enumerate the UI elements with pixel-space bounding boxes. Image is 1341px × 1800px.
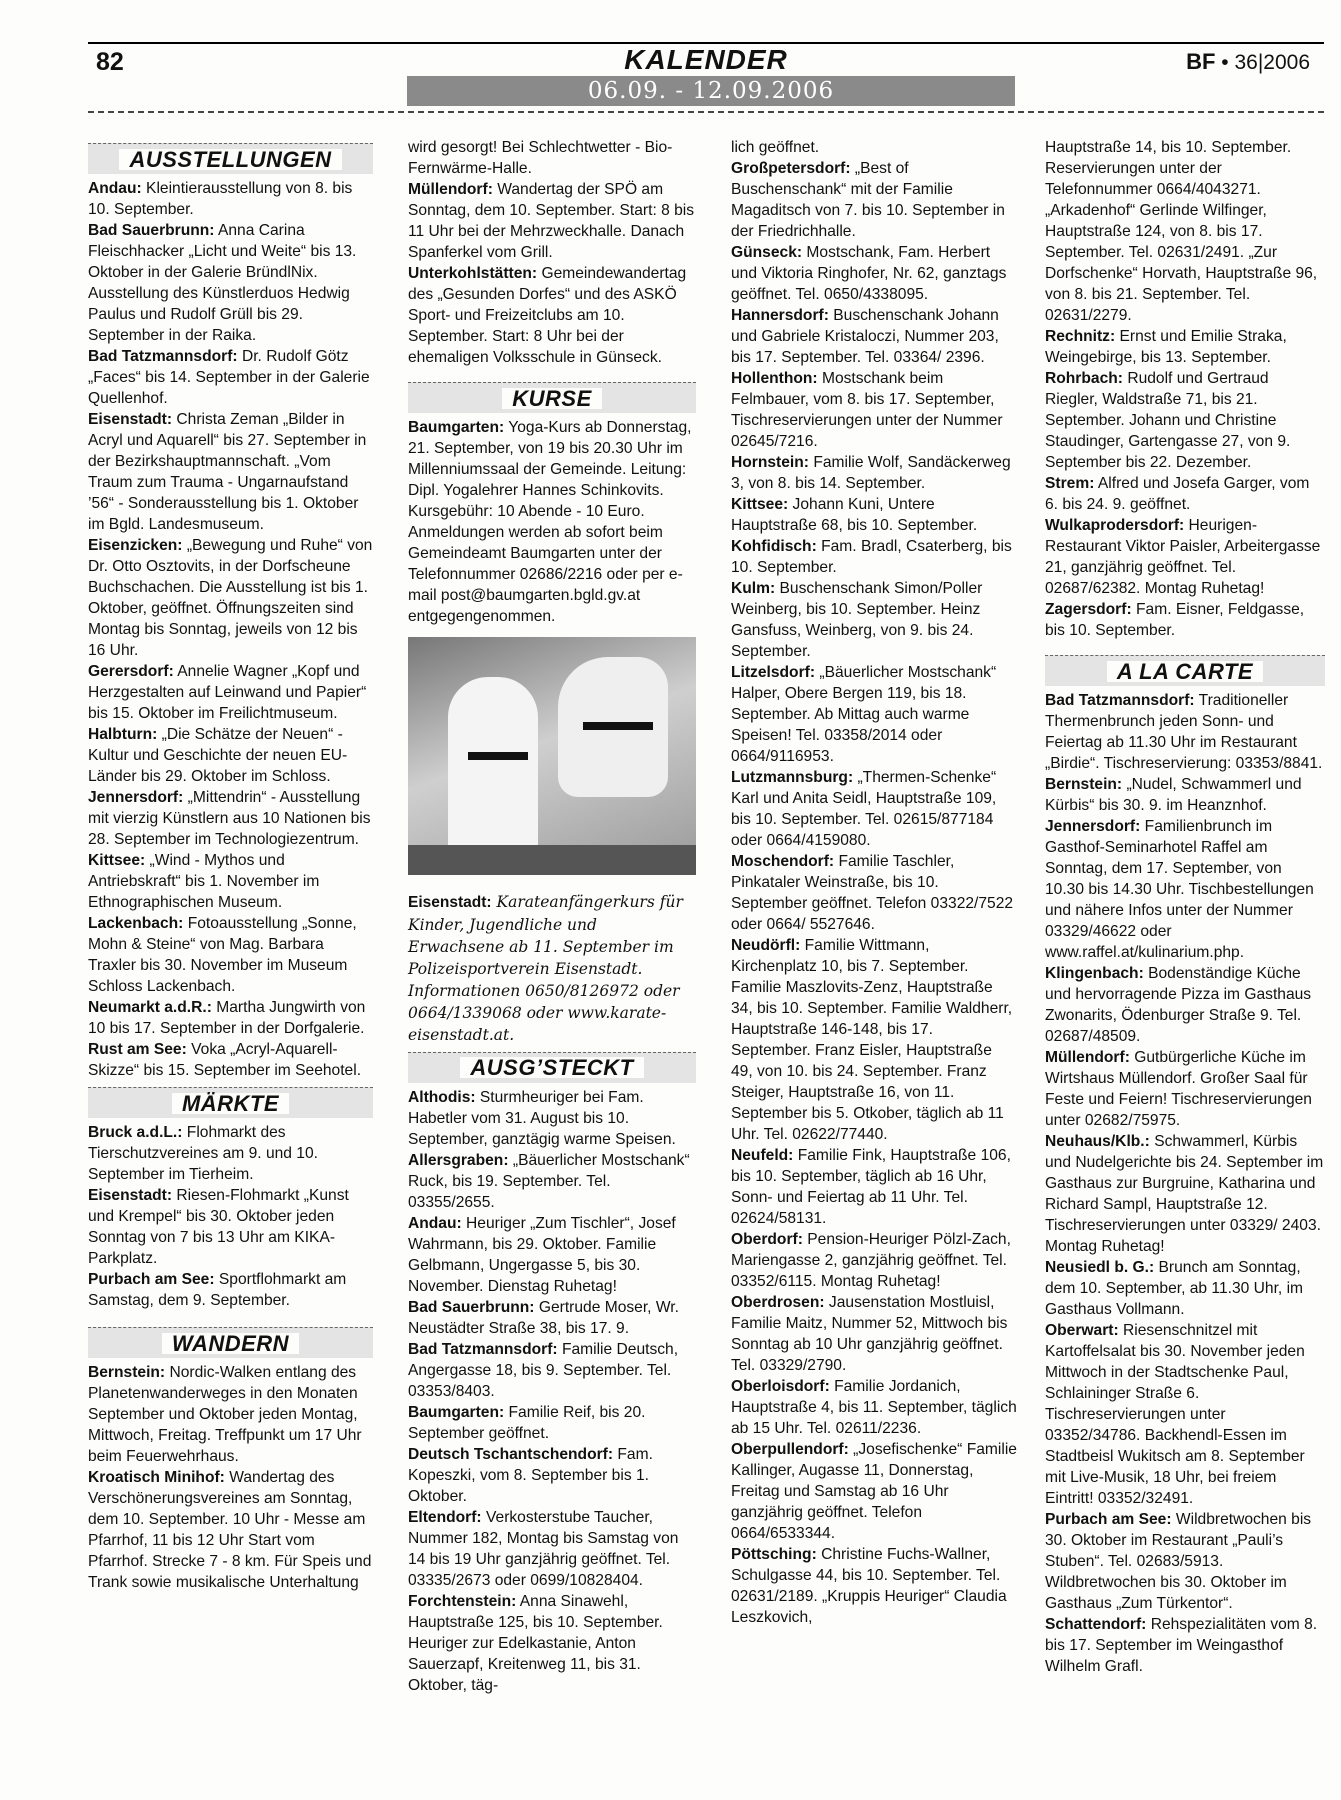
list-item: Litzelsdorf: „Bäuerlicher Mostschank“ Halper, Obere Bergen 119, bis 18. September. Ab Mittag auch warme Speisen! Tel. 03358/2014 oder 0664/9116953. [731,664,997,765]
list-item: Baumgarten: Familie Reif, bis 20. September geöffnet. [408,1403,646,1442]
list-item: Gerersdorf: Annelie Wagner „Kopf und Herzgestalten auf Leinwand und Papier“ bis 15. Oktober im Freilichtmuseum. [88,663,367,722]
list-item: Purbach am See: Wildbretwochen bis 30. Oktober im Restaurant „Pauli’s Stuben“. Tel. 02683/5913. Wildbretwochen bis 30. Oktober im Gasthaus „Zum Türkentor“. [1045,1511,1312,1612]
column-1 [88,137,373,1593]
list-item: Neusiedl b. G.: Brunch am Sonntag, dem 10. September, ab 11.30 Uhr, im Gasthaus Vollmann. [1045,1259,1304,1318]
list-item: Halbturn: „Die Schätze der Neuen“ - Kultur und Geschichte der neuen EU-Länder bis 29. Oktober im Schloss. [88,726,348,785]
list-item: Müllendorf: Gutbürgerliche Küche im Wirtshaus Müllendorf. Großer Saal für Feste und Feiern! Tischreservierungen unter 02682/75975. [1045,1049,1312,1129]
list-item: Günseck: Mostschank, Fam. Herbert und Viktoria Ringhofer, Nr. 62, ganztags geöffnet. Tel. 0650/4338095. [731,244,1007,303]
list-item: wird gesorgt! Bei Schlechtwetter - Bio-Fernwärme-Halle. [408,139,673,177]
list-item: Neumarkt a.d.R.: Martha Jungwirth von 10 bis 17. September in der Dorfgalerie. [88,999,366,1037]
section-maerkte: MÄRKTE [88,1087,373,1118]
list-item: Purbach am See: Sportflohmarkt am Samstag, dem 9. September. [88,1271,347,1309]
list-item: Neudörfl: Familie Wittmann, Kirchenplatz 10, bis 7. September. Familie Maszlovits-Zenz, Hauptstraße 34, bis 10. September. Familie Waldherr, Hauptstraße 146-148, bis 17. September. Franz Eisler, Hauptstraße 49, von 10. bis 24. September. Franz Steiger, Hauptstraße 16, von 11. September bis 5. Otkober, täglich ab 11 Uhr. Tel. 02622/77440. [731,937,1013,1143]
column-2 [408,137,696,1696]
date-range: 06.09. - 12.09.2006 [407,76,1015,106]
list-item: Bernstein: Nordic-Walken entlang des Planetenwanderweges in den Monaten September und Oktober jeden Montag, Mittwoch, Freitag. Treffpunkt um 17 Uhr beim Feuerwehrhaus. [88,1364,362,1465]
section-wandern: WANDERN [88,1327,373,1358]
list-item: Unterkohlstätten: Gemeindewandertag des „Gesunden Dorfes“ und des ASKÖ Sport- und Freizeitclubs am 10. September. Start: 8 Uhr bei der ehemaligen Volksschule in Günseck. [408,265,687,366]
list-item: Eisenzicken: „Bewegung und Ruhe“ von Dr. Otto Osztovits, in der Dorfscheune Buchschachen. Die Ausstellung ist bis 1. Oktober, geöffnet. Öffnungszeiten sind Montag bis Sonntag, jeweils von 12 bis 16 Uhr. [88,537,373,659]
list-item: Oberwart: Riesenschnitzel mit Kartoffelsalat bis 30. November jeden Mittwoch in der Stadtschenke Paul, Schlaininger Straße 6. Tischreservierungen unter 03352/34786. Backhendl-Essen im Stadtbeisl Wukitsch am 8. September mit Live-Musik, 18 Uhr, bei freiem Eintritt! 03352/32491. [1045,1322,1305,1507]
column-3 [731,137,1017,1628]
list-item: Forchtenstein: Anna Sinawehl, Hauptstraße 125, bis 10. September. Heuriger zur Edelkastanie, Anton Sauerzapf, Kreitenweg 11, bis 31. Oktober, täg- [408,1592,663,1694]
list-item: Pöttsching: Christine Fuchs-Wallner, Schulgasse 44, bis 10. September. Tel. 02631/2189. „Kruppis Heuriger“ Claudia Leszkovich, [731,1546,1007,1626]
list-item: Hannersdorf: Buschenschank Johann und Gabriele Kristaloczi, Nummer 203, bis 17. September. Tel. 03364/ 2396. [731,307,999,366]
list-item: Rust am See: Voka „Acryl-Aquarell-Skizze“ bis 15. September im Seehotel. [88,1041,362,1079]
section-kurse: KURSE [408,382,696,413]
page-number: 82 [96,48,124,76]
list-item: Lutzmannsburg: „Thermen-Schenke“ Karl und Anita Seidl, Hauptstraße 109, bis 10. September. Tel. 02615/877184 oder 0664/4159080. [731,769,997,849]
list-item: Müllendorf: Wandertag der SPÖ am Sonntag, dem 10. September. Start: 8 bis 11 Uhr bei der Mehrzweckhalle. Danach Spanferkel vom Grill. [408,181,695,261]
list-item: Oberloisdorf: Familie Jordanich, Hauptstraße 4, bis 11. September, täglich ab 15 Uhr. Tel. 02611/2236. [731,1378,1017,1437]
page-header [88,42,1324,78]
list-item: Bad Tatzmannsdorf: Familie Deutsch, Angergasse 18, bis 9. September. Tel. 03353/8403. [408,1340,679,1400]
list-item: Oberdrosen: Jausenstation Mostluisl, Familie Maitz, Nummer 52, Mittwoch bis Sonntag ab 10 Uhr ganzjährig geöffnet. Tel. 03329/2790. [731,1294,1008,1374]
list-item: Bad Sauerbrunn: Gertrude Moser, Wr. Neustädter Straße 38, bis 17. 9. [408,1298,679,1337]
list-item: Jennersdorf: Familienbrunch im Gasthof-Seminarhotel Raffel am Sonntag, dem 17. September, von 10.30 bis 14.30 Uhr. Tischbestellungen und nähere Infos unter der Nummer 03329/46622 oder www.raffel.at/kulinarium.php. [1045,818,1314,961]
page-title: KALENDER [624,44,788,75]
list-item: Oberdorf: Pension-Heuriger Pölzl-Zach, Mariengasse 2, ganzjährig geöffnet. Tel. 03352/6115. Montag Ruhetag! [731,1231,1011,1290]
photo-caption: Eisenstadt: Karateanfängerkurs für Kinder, Jugendliche und Erwachsene ab 11. September im Polizeisportverein Eisenstadt. Informationen 0650/8126972 oder 0664/1339068 oder www.karate-eisenstadt.at. [408,892,683,1044]
brand: BF [1186,49,1216,74]
list-item: Moschendorf: Familie Taschler, Pinkataler Weinstraße, bis 10. September geöffnet. Telefon 03322/7522 oder 0664/ 5527646. [731,853,1014,933]
section-a-la-carte: A LA CARTE [1045,655,1325,686]
list-item: Eltendorf: Verkosterstube Taucher, Nummer 182, Montag bis Samstag von 14 bis 19 Uhr ganzjährig geöffnet. Tel. 03335/2673 oder 0699/10828404. [408,1508,679,1589]
section-ausstellungen: AUSSTELLUNGEN [88,143,373,174]
list-item: Neufeld: Familie Fink, Hauptstraße 106, bis 10. September, täglich ab 16 Uhr, Sonn- und Feiertag ab 11 Uhr. Tel. 02624/58131. [731,1147,1011,1227]
karate-photo [408,637,696,875]
list-item: Kroatisch Minihof: Wandertag des Verschönerungsvereines am Sonntag, dem 10. September. 10 Uhr - Messe am Pfarrhof, 11 bis 12 Uhr Start vom Pfarrhof. Strecke 7 - 8 km. Für Speis und Trank sowie musikalische Unterhaltung [88,1469,372,1591]
list-item: Hauptstraße 14, bis 10. September. Reservierungen unter der Telefonnummer 0664/4043271. „Arkadenhof“ Gerlinde Wilfinger, Hauptstraße 124, von 8. bis 17. September. Tel. 02631/2491. „Zur Dorfschenke“ Horvath, Hauptstraße 96, von 8. bis 21. September. Tel. 02631/2279. [1045,139,1318,324]
list-item: Allersgraben: „Bäuerlicher Mostschank“ Ruck, bis 19. September. Tel. 03355/2655. [408,1151,690,1211]
list-item: Bruck a.d.L.: Flohmarkt des Tierschutzvereines am 9. und 10. September im Tierheim. [88,1124,318,1183]
list-item: Deutsch Tschantschendorf: Fam. Kopeszki, vom 8. September bis 1. Oktober. [408,1445,653,1505]
list-item: Zagersdorf: Fam. Eisner, Feldgasse, bis 10. September. [1045,601,1305,639]
list-item: Schattendorf: Rehspezialitäten vom 8. bis 17. September im Weingasthof Wilhelm Grafl. [1045,1616,1318,1675]
list-item: Kittsee: Johann Kuni, Untere Hauptstraße 68, bis 10. September. [731,496,978,534]
list-item: Neuhaus/Klb.: Schwammerl, Kürbis und Nudelgerichte bis 24. September im Gasthaus zur Burgruine, Katharina und Richard Sampl, Hauptstraße 12. Tischreservierungen unter 03329/ 2403. Montag Ruhetag! [1045,1133,1324,1255]
list-item: Klingenbach: Bodenständige Küche und hervorragende Pizza im Gasthaus Zwonarits, Ödenburger Straße 9. Tel. 02687/48509. [1045,965,1312,1045]
list-item: Bernstein: „Nudel, Schwammerl und Kürbis“ bis 30. 9. im Heanznhof. [1045,776,1302,814]
list-item: Lackenbach: Fotoausstellung „Sonne, Mohn & Steine“ von Mag. Barbara Traxler bis 30. November im Museum Schloss Lackenbach. [88,915,357,995]
list-item: Oberpullendorf: „Josefischenke“ Familie Kallinger, Augasse 11, Donnerstag, Freitag und Samstag ab 16 Uhr ganzjährig geöffnet. Telefon 0664/6533344. [731,1441,1017,1542]
issue-info [1186,49,1310,75]
divider [88,111,1324,113]
list-item: Andau: Heuriger „Zum Tischler“, Josef Wahrmann, bis 29. Oktober. Familie Gelbmann, Ungergasse 5, bis 30. November. Dienstag Ruhetag! [408,1214,676,1295]
list-item: Rohrbach: Rudolf und Gertraud Riegler, Waldstraße 71, bis 21. September. Johann und Christine Staudinger, Gartengasse 27, von 9. September bis 22. Dezember. [1045,370,1291,471]
list-item: Kittsee: „Wind - Mythos und Antriebskraft“ bis 1. November im Ethnographischen Museum. [88,852,320,911]
list-item: Wulkaprodersdorf: Heurigen-Restaurant Viktor Paisler, Arbeitergasse 21, ganzjährig geöffnet. Tel. 02687/62382. Montag Ruhetag! [1045,517,1321,597]
list-item: lich geöffnet. [731,139,820,156]
list-item: Hollenthon: Mostschank beim Felmbauer, vom 8. bis 17. September, Tischreservierungen unter der Nummer 02645/7216. [731,370,1003,450]
list-item: Rechnitz: Ernst und Emilie Straka, Weingebirge, bis 13. September. [1045,328,1287,366]
list-item: Hornstein: Familie Wolf, Sandäckerweg 3, von 8. bis 14. September. [731,454,1011,492]
list-item: Jennersdorf: „Mittendrin“ - Ausstellung mit vierzig Künstlern aus 10 Nationen bis 28. September im Technologiezentrum. [88,789,371,848]
list-item: Bad Sauerbrunn: Anna Carina Fleischhacker „Licht und Weite“ bis 13. Oktober in der Galerie BründlNix. Ausstellung des Künstlerduos Hedwig Paulus und Rudolf Grüll bis 29. September in der Raika. [88,222,357,344]
list-item: Strem: Alfred und Josefa Garger, vom 6. bis 24. 9. geöffnet. [1045,475,1310,513]
issue-number: • 36|2006 [1221,51,1310,74]
list-item: Kohfidisch: Fam. Bradl, Csaterberg, bis 10. September. [731,538,1012,576]
list-item: Bad Tatzmannsdorf: Traditioneller Thermenbrunch jeden Sonn- und Feiertag ab 11.30 Uhr im Restaurant „Birdie“. Tischreservierung: 03353/8841. [1045,692,1323,772]
list-item: Eisenstadt: Riesen-Flohmarkt „Kunst und Krempel“ bis 30. Oktober jeden Sonntag von 7 bis 13 Uhr am KIKA-Parkplatz. [88,1187,349,1267]
list-item: Großpetersdorf: „Best of Buschenschank“ mit der Familie Magaditsch von 7. bis 10. September in der Friedrichhalle. [731,160,1005,240]
list-item: Kulm: Buschenschank Simon/Poller Weinberg, bis 10. September. Heinz Gansfuss, Weinberg, von 9. bis 24. September. [731,580,983,660]
list-item: Andau: Kleintierausstellung von 8. bis 10. September. [88,180,353,218]
section-ausgsteckt: AUSG’STECKT [408,1052,696,1083]
list-item: Bad Tatzmannsdorf: Dr. Rudolf Götz „Faces“ bis 14. September in der Galerie Quellenhof. [88,348,370,407]
column-4 [1045,137,1325,1677]
list-item: Eisenstadt: Christa Zeman „Bilder in Acryl und Aquarell“ bis 27. September in der Bezirkshauptmannschaft. „Vom Traum zum Trauma - Ungarnaufstand ’56“ - Sonderausstellung bis 1. Oktober im Bgld. Landesmuseum. [88,411,367,533]
list-item: Baumgarten: Yoga-Kurs ab Donnerstag, 21. September, von 19 bis 20.30 Uhr im Millenniumssaal der Gemeinde. Leitung: Dipl. Yogalehrer Hannes Schinkovits. Kursgebühr: 10 Abende - 10 Euro. Anmeldungen werden ab sofort beim Gemeindeamt Baumgarten unter der Telefonnummer 02686/2216 oder per e-mail post@baumgarten.bgld.gv.at entgegengenommen. [408,419,692,625]
list-item: Althodis: Sturmheuriger bei Fam. Habetler vom 31. August bis 10. September, ganztägig warme Speisen. [408,1088,676,1148]
